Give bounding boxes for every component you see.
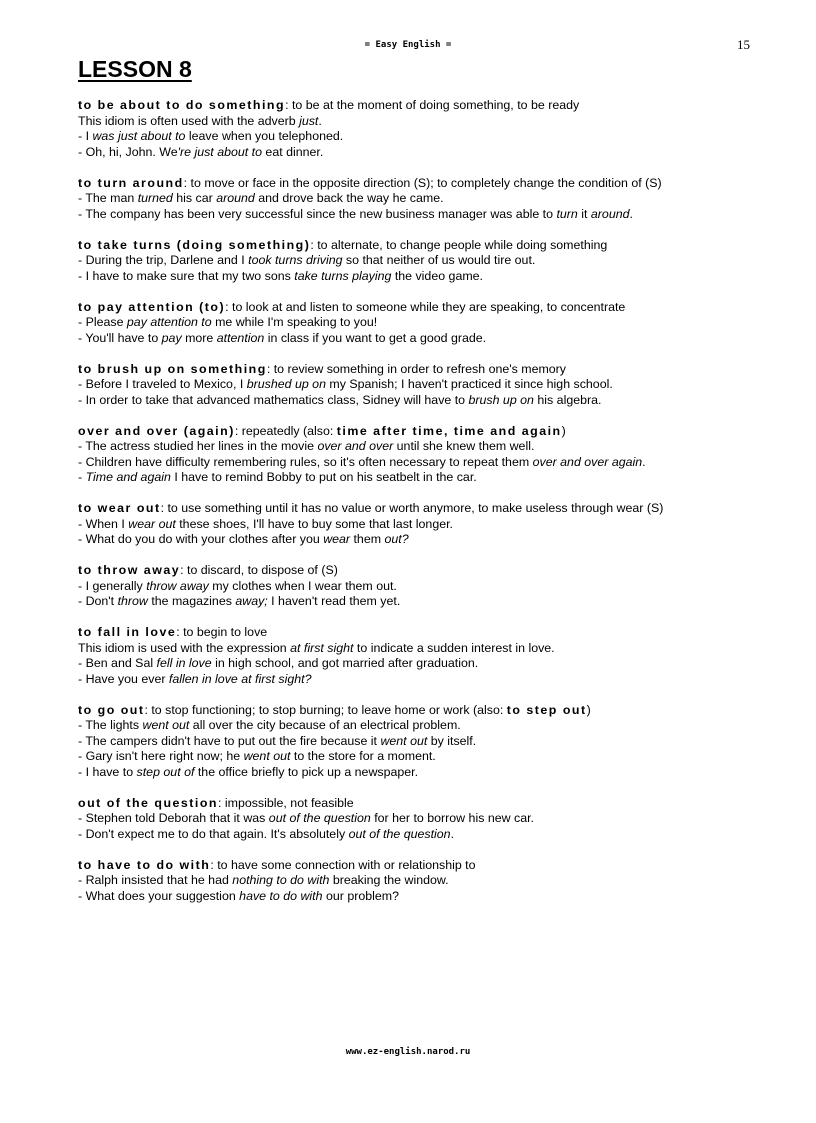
text-segment: : to look at and listen to someone while they are speaking, to concentrate [225,299,626,314]
idiom-term: to go out [78,702,145,717]
idiom-entry [78,362,758,409]
idiom-example [78,749,758,765]
text-segment: - Children have difficulty remembering rules, so it's often necessary to repeat them [78,454,533,469]
idiom-term: to step out [506,702,587,717]
page-number: 15 [737,37,750,52]
idiom-definition [78,424,758,440]
idiom-list [78,98,758,920]
text-segment: for her to borrow his new car. [370,811,534,825]
text-segment: - The actress studied her lines in the movie [78,439,318,453]
text-segment: - Don't expect me to do that again. It's absolutely [78,826,349,841]
idiom-usage: out? [384,532,409,546]
idiom-example [78,579,758,595]
text-segment: : to review something in order to refresh one's memory [266,361,566,376]
text-segment: This idiom is often used with the adverb [78,113,300,128]
idiom-usage: went out [243,749,291,763]
text-segment: leave when you telephoned. [185,129,344,143]
idiom-entry [78,796,758,843]
text-segment: - During the trip, Darlene and I [78,253,249,267]
idiom-example [78,889,758,905]
text-segment: the office briefly to pick up a newspaper. [194,764,419,779]
idiom-example [78,827,758,843]
idiom-term: to be about to do something [78,98,286,112]
idiom-entry [78,625,758,687]
text-segment: - The campers didn't have to put out the fire because it [78,733,381,748]
text-segment: - The company has been very successful since the new business manager was able to [78,206,557,221]
idiom-example [78,269,758,285]
text-segment: - When I [78,516,129,531]
text-segment: . [450,826,455,841]
page-header: = Easy English = [364,40,452,50]
idiom-example [78,439,758,455]
text-segment: . [318,113,322,128]
text-segment: : to stop functioning; to stop burning; to leave home or work (also: [144,702,507,717]
idiom-usage: 're just about to [177,144,262,159]
idiom-term: to have to do with [78,857,211,872]
idiom-usage: wear [323,532,351,546]
idiom-example [78,114,758,130]
idiom-example [78,207,758,223]
text-segment: my Spanish; I haven't practiced it since high school. [325,377,613,391]
text-segment: and drove back the way he came. [254,191,444,205]
idiom-example [78,873,758,889]
text-segment: ) [561,423,566,438]
idiom-example [78,672,758,688]
idiom-usage: over and over [317,439,394,453]
idiom-example [78,734,758,750]
text-segment: I haven't read them yet. [267,594,401,608]
idiom-term: to throw away [78,563,181,577]
idiom-usage: over and over again [532,454,643,469]
idiom-usage: step out of [136,764,195,779]
text-segment: breaking the window. [329,873,449,887]
idiom-usage: brush up on [468,392,534,407]
idiom-usage: out of the question [268,811,371,825]
idiom-usage: wear out [128,516,176,531]
idiom-usage: fell in love [156,656,212,670]
text-segment: : to move or face in the opposite direction (S); to completely change the condition of (S) [183,175,662,190]
text-segment: - The lights [78,718,143,732]
idiom-example [78,145,758,161]
idiom-usage: turn [556,206,578,221]
text-segment: until she knew them well. [393,439,535,453]
idiom-term: to brush up on something [78,361,267,376]
idiom-entry [78,703,758,781]
idiom-example [78,470,758,486]
idiom-usage: just [299,113,319,128]
text-segment: - Ben and Sal [78,656,157,670]
idiom-definition [78,98,758,114]
idiom-definition [78,300,758,316]
idiom-term: to fall in love [78,625,177,639]
text-segment: by itself. [427,733,477,748]
text-segment: my clothes when I wear them out. [208,578,397,593]
text-segment: . [642,454,646,469]
text-segment: them [350,532,385,546]
text-segment: - Ralph insisted that he had [78,873,233,887]
text-segment: - Before I traveled to Mexico, I [78,377,247,391]
idiom-entry [78,238,758,285]
idiom-example [78,191,758,207]
idiom-example [78,377,758,393]
idiom-usage: have to do with [239,888,323,903]
text-segment: in high school, and got married after graduation. [211,656,479,670]
text-segment: - I have to make sure that my two sons [78,268,295,283]
text-segment: - You'll have to [78,330,162,345]
text-segment: these shoes, I'll have to buy some that last longer. [175,516,453,531]
idiom-term: to turn around [78,175,184,190]
text-segment: : to alternate, to change people while doing something [310,237,608,252]
idiom-usage: throw away [146,578,209,593]
idiom-definition [78,563,758,579]
idiom-entry [78,424,758,486]
idiom-usage: throw [117,594,148,608]
text-segment: : repeatedly (also: [234,423,337,438]
idiom-entry [78,858,758,905]
text-segment: - Don't [78,594,118,608]
text-segment: - The man [78,191,138,205]
idiom-entry [78,501,758,548]
idiom-definition [78,858,758,874]
text-segment: . [629,206,633,221]
text-segment: - Gary isn't here right now; he [78,749,244,763]
idiom-definition [78,362,758,378]
text-segment: his algebra. [533,392,602,407]
idiom-usage: fallen in love at first sight? [168,671,312,686]
text-segment: more [181,330,217,345]
idiom-term: to take turns (doing something) [78,237,311,252]
text-segment: - I generally [78,578,147,593]
idiom-definition [78,703,758,719]
idiom-example [78,129,758,145]
idiom-term: time after time, time and again [336,423,562,438]
idiom-usage: went out [380,733,428,748]
idiom-definition [78,501,758,517]
idiom-entry [78,98,758,160]
idiom-entry [78,176,758,223]
text-segment: so that neither of us would tire out. [342,253,536,267]
idiom-usage: took turns driving [248,253,343,267]
text-segment: his car [172,191,217,205]
text-segment: : impossible, not feasible [218,795,354,810]
text-segment: This idiom is used with the expression [78,640,291,655]
idiom-term: to wear out [78,501,161,515]
text-segment: ) [586,702,591,717]
idiom-entry [78,563,758,610]
idiom-usage: Time and again [85,470,171,484]
text-segment: - In order to take that advanced mathematics class, Sidney will have to [78,392,469,407]
idiom-example [78,718,758,734]
idiom-usage: around [590,206,630,221]
idiom-usage: nothing to do with [232,873,330,887]
idiom-example [78,517,758,533]
idiom-example [78,811,758,827]
text-segment: - [78,470,86,484]
idiom-example [78,594,758,610]
text-segment: the video game. [391,268,483,283]
idiom-usage: was just about to [92,129,186,143]
idiom-example [78,253,758,269]
text-segment: I have to remind Bobby to put on his seatbelt in the car. [170,470,477,484]
idiom-definition [78,796,758,812]
idiom-usage: at first sight [290,640,354,655]
text-segment: the magazines [147,594,236,608]
idiom-usage: away; [235,594,268,608]
text-segment: - What does your suggestion [78,888,240,903]
text-segment: to the store for a moment. [290,749,436,763]
idiom-example [78,315,758,331]
idiom-usage: went out [142,718,190,732]
text-segment: - Have you ever [78,671,169,686]
idiom-example [78,393,758,409]
idiom-usage: turned [137,191,173,205]
text-segment: : to have some connection with or relationship to [210,857,476,872]
idiom-entry [78,300,758,347]
idiom-example [78,641,758,657]
idiom-usage: attention [216,330,265,345]
text-segment: - What do you do with your clothes after you [78,532,324,546]
text-segment: - Please [78,315,127,329]
idiom-usage: pay [161,330,182,345]
idiom-example [78,331,758,347]
idiom-usage: around [216,191,255,205]
text-segment: to indicate a sudden interest in love. [353,640,555,655]
text-segment: : to begin to love [176,625,268,639]
text-segment: in class if you want to get a good grade. [264,330,487,345]
text-segment: our problem? [322,888,399,903]
text-segment: - Stephen told Deborah that it was [78,811,269,825]
page-footer-url: www.ez-english.narod.ru [345,1047,471,1057]
idiom-usage: take turns playing [294,268,392,283]
idiom-definition [78,625,758,641]
text-segment: : to be at the moment of doing something, to be ready [285,98,580,112]
idiom-term: to pay attention (to) [78,299,226,314]
text-segment: eat dinner. [261,144,324,159]
idiom-definition [78,176,758,192]
idiom-example [78,765,758,781]
lesson-title: LESSON 8 [78,56,192,82]
idiom-usage: brushed up on [246,377,326,391]
text-segment: - I [78,129,93,143]
idiom-definition [78,238,758,254]
idiom-term: out of the question [78,795,218,810]
idiom-example [78,532,758,548]
text-segment: it [577,206,591,221]
idiom-usage: pay attention to [126,315,212,329]
idiom-usage: out of the question [348,826,451,841]
text-segment: : to use something until it has no value or worth anymore, to make useless through wear (S) [160,501,664,515]
text-segment: all over the city because of an electrical problem. [189,718,461,732]
text-segment: - I have to [78,764,137,779]
idiom-example [78,656,758,672]
text-segment: : to discard, to dispose of (S) [180,563,338,577]
text-segment: me while I'm speaking to you! [211,315,378,329]
text-segment: - Oh, hi, John. We [78,144,178,159]
idiom-example [78,455,758,471]
idiom-term: over and over (again) [78,423,235,438]
